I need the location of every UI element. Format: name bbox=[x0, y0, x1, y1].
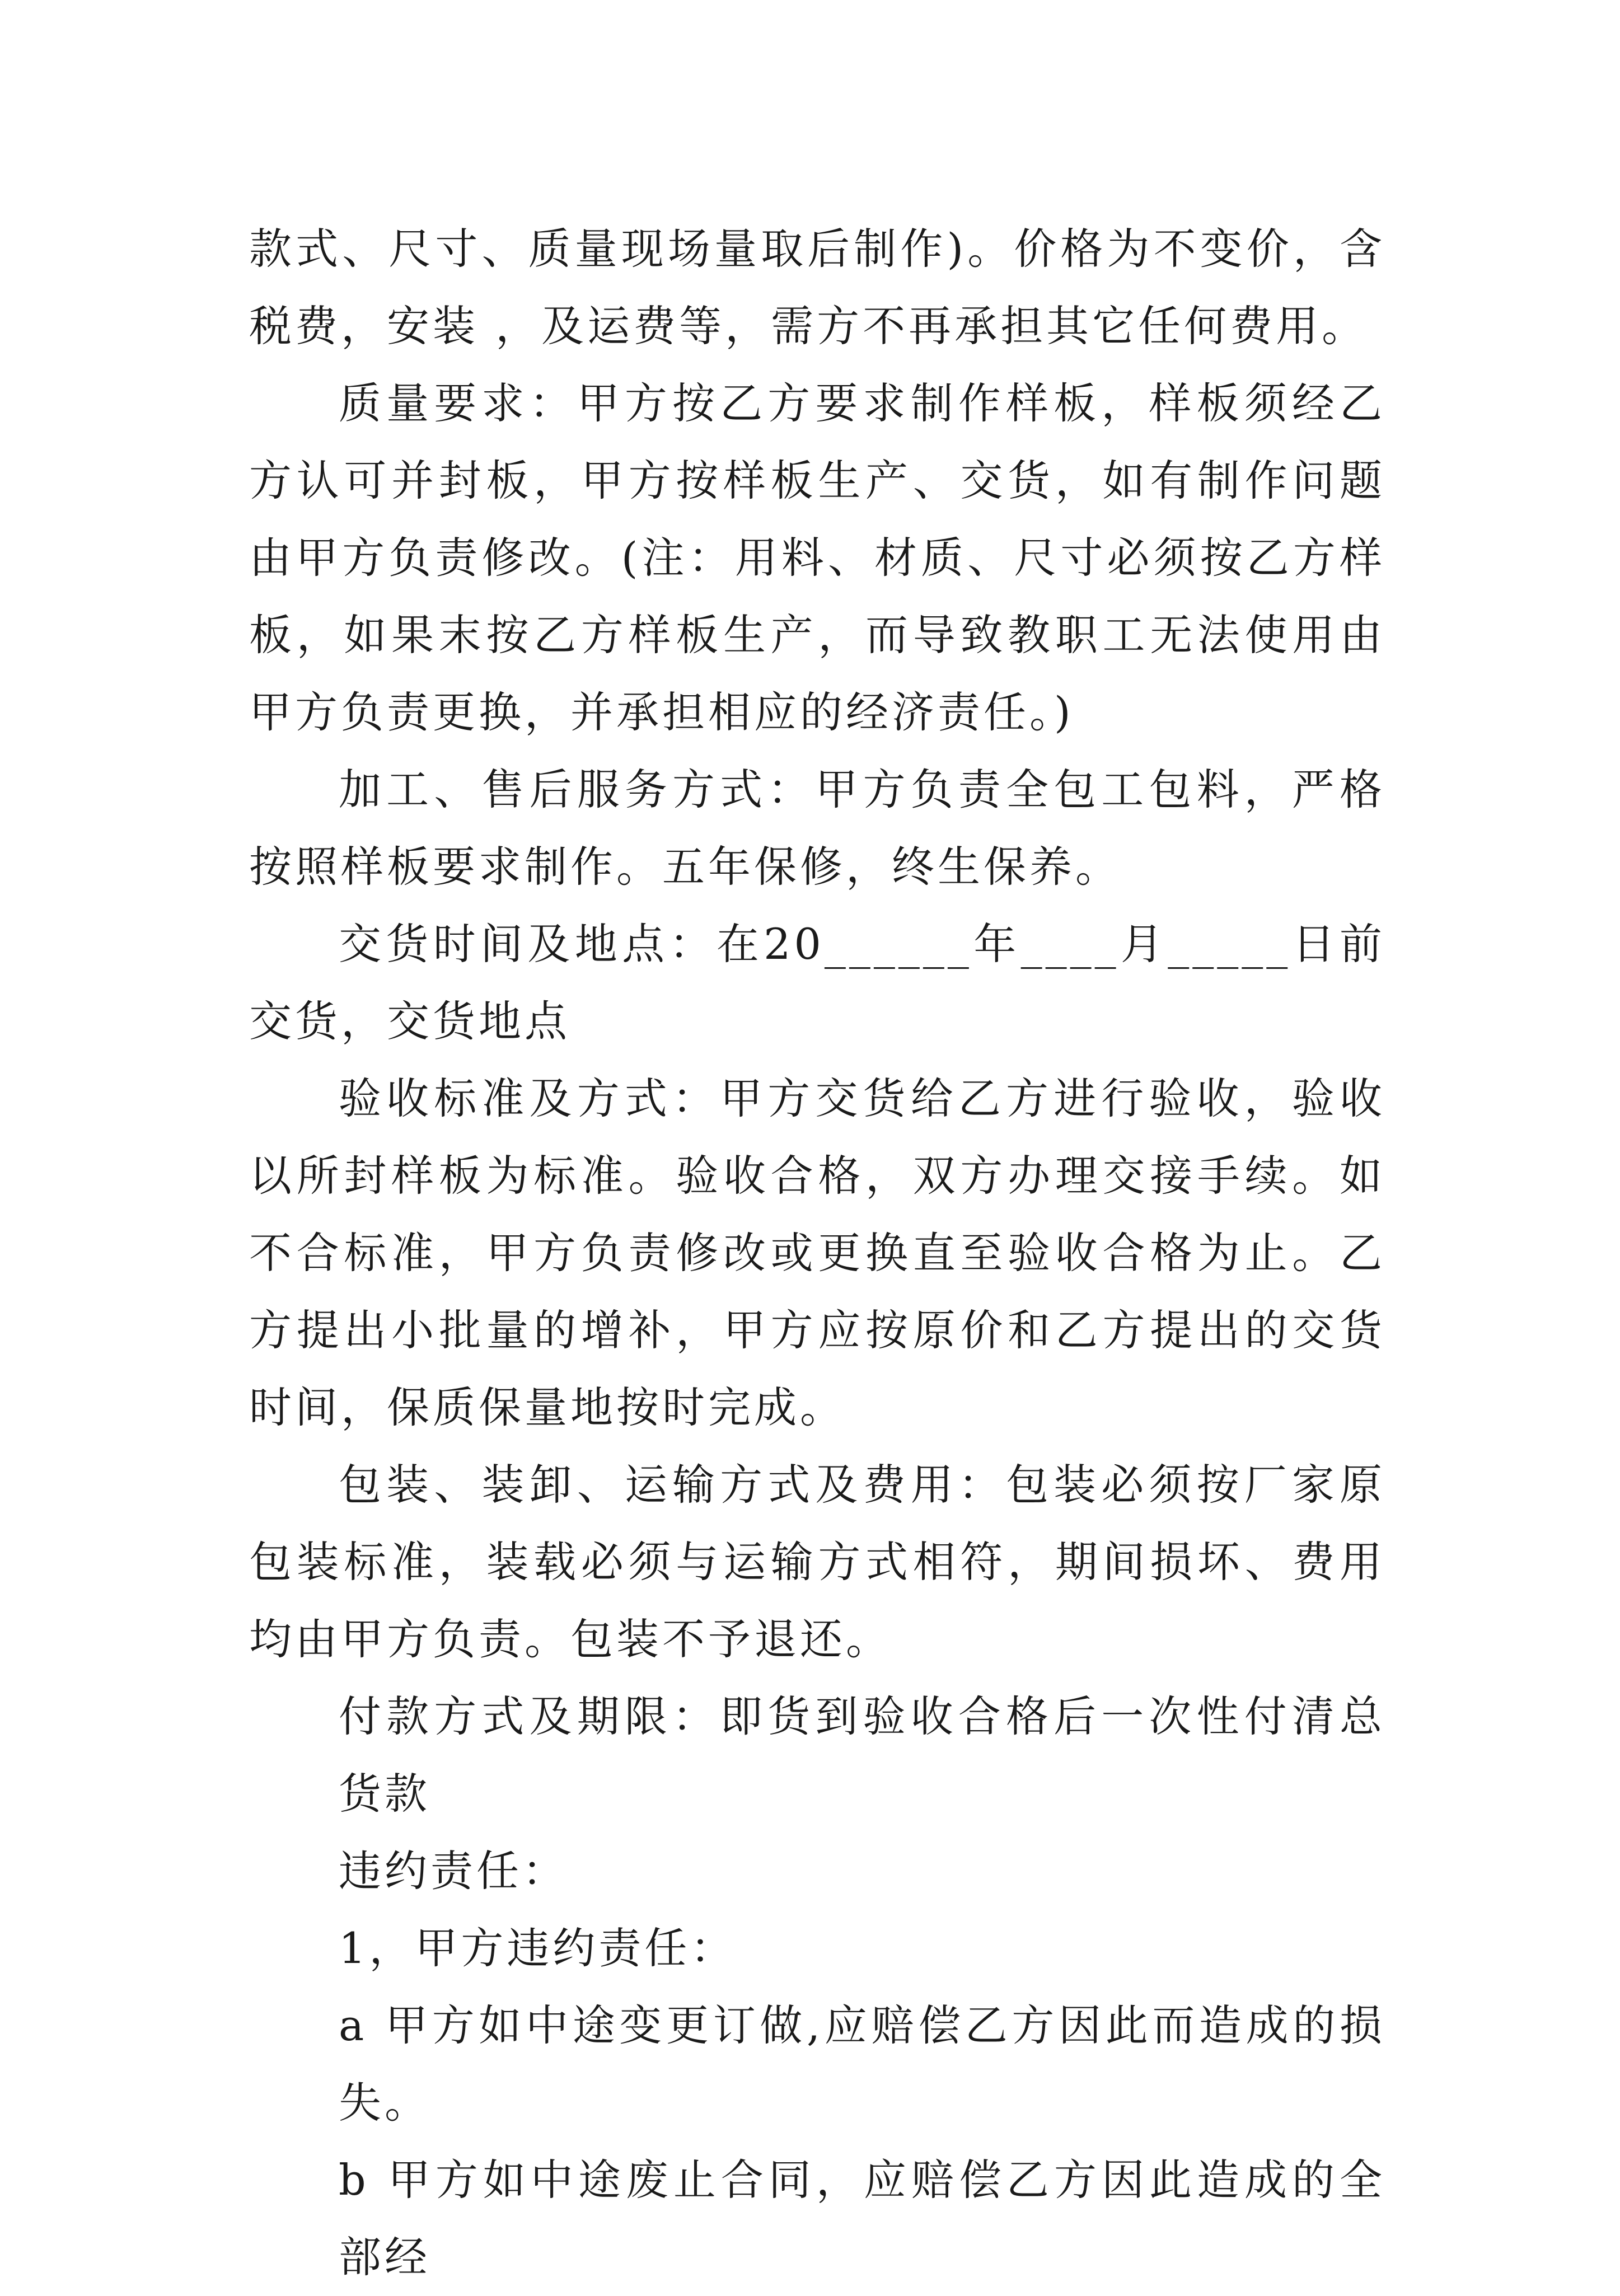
paragraph-clause-b: b 甲方如中途废止合同，应赔偿乙方因此造成的全部经 bbox=[339, 2155, 1385, 2282]
document-body bbox=[249, 210, 1385, 2296]
paragraph-delivery-time-place: 交货时间及地点：在20______年____月_____日前交货，交货地点 bbox=[249, 919, 1385, 1046]
paragraph-acceptance-standard: 验收标准及方式：甲方交货给乙方进行验收，验收以所封样板为标准。验收合格，双方办理交接手续。如不合标准，甲方负责修改或更换直至验收合格为止。乙方提出小批量的增补，甲方应按原价和乙方提出的交货时间，保质保量地按时完成。 bbox=[249, 1074, 1385, 1432]
paragraph-price-terms: 款式、尺寸、质量现场量取后制作)。价格为不变价，含税费，安装 ，及运费等，需方不再承担其它任何费用。 bbox=[249, 224, 1385, 351]
paragraph-payment-terms: 付款方式及期限：即货到验收合格后一次性付清总货款 bbox=[339, 1691, 1385, 1819]
paragraph-clause-a: a 甲方如中途变更订做,应赔偿乙方因此而造成的损失。 bbox=[339, 2000, 1385, 2128]
paragraph-packaging-transport: 包装、装卸、运输方式及费用：包装必须按厂家原包装标准，装载必须与运输方式相符，期间损坏、费用均由甲方负责。包装不予退还。 bbox=[249, 1460, 1385, 1664]
paragraph-after-sales-service: 加工、售后服务方式：甲方负责全包工包料，严格按照样板要求制作。五年保修，终生保养。 bbox=[249, 765, 1385, 892]
paragraph-party-a-liability: 1，甲方违约责任： bbox=[339, 1923, 737, 1973]
paragraph-quality-requirements: 质量要求：甲方按乙方要求制作样板，样板须经乙方认可并封板，甲方按样板生产、交货，如有制作问题由甲方负责修改。(注：用料、材质、尺寸必须按乙方样板，如果末按乙方样板生产，而导致教职工无法使用由甲方负责更换，并承担相应的经济责任。) bbox=[249, 378, 1385, 737]
paragraph-liability-heading: 违约责任： bbox=[339, 1846, 568, 1896]
